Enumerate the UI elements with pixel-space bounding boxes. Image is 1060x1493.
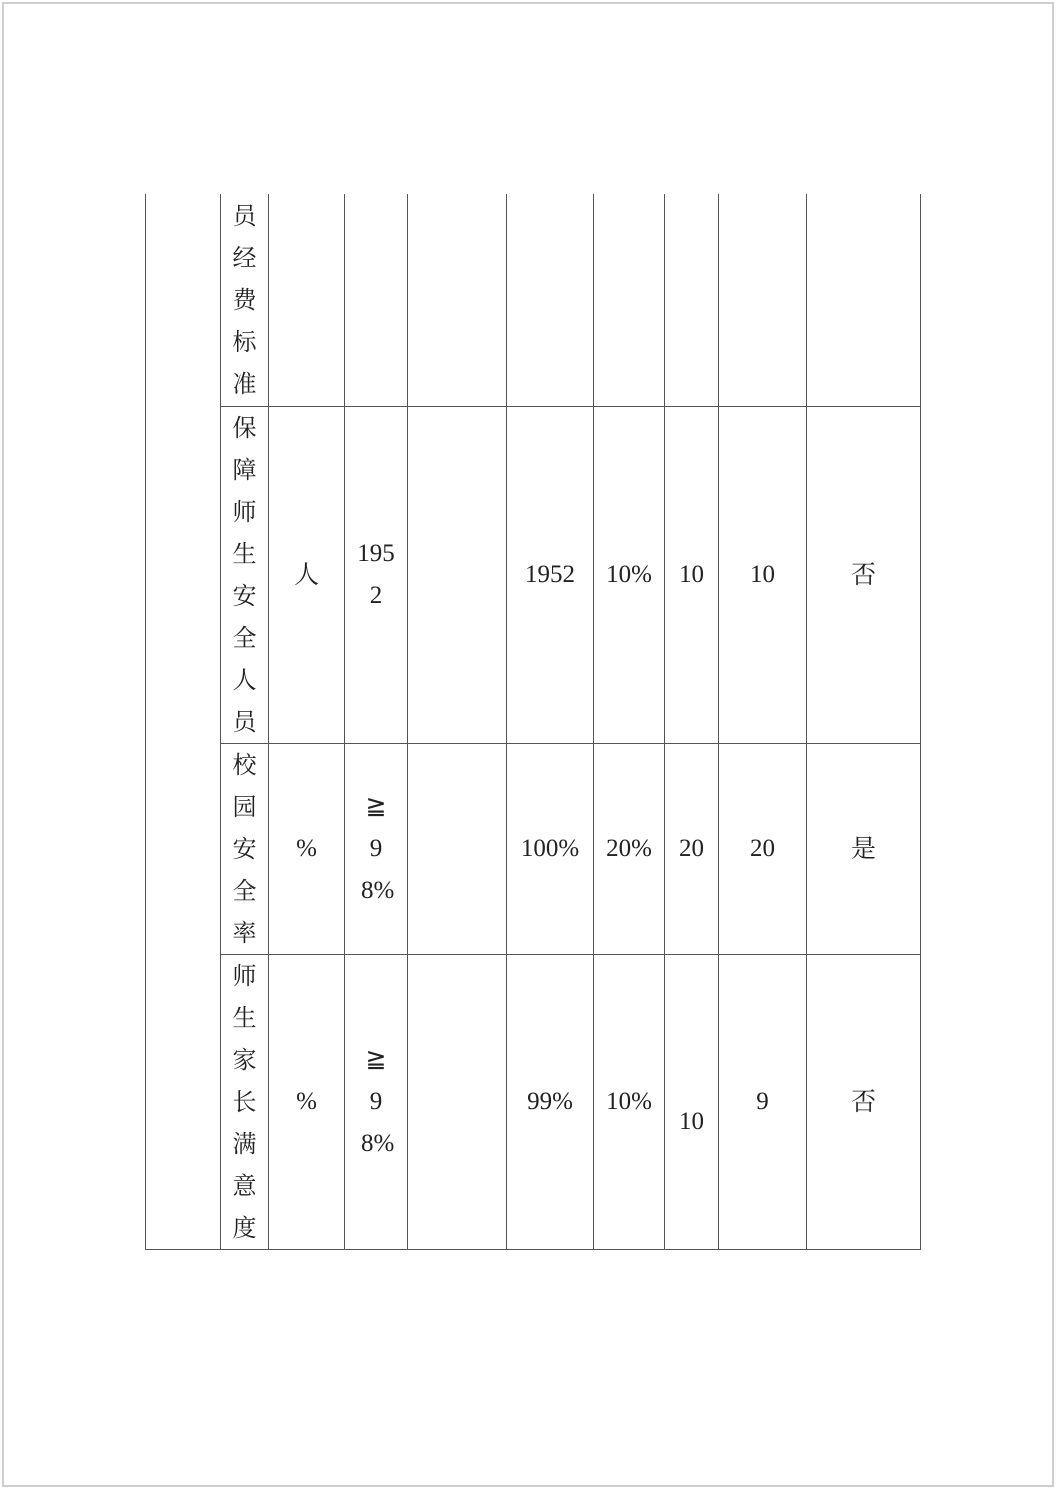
target-cell bbox=[345, 406, 408, 743]
table-row bbox=[146, 406, 921, 743]
unit-cell bbox=[269, 194, 345, 406]
score-cell: 9 bbox=[719, 954, 807, 1249]
indicator-cell bbox=[221, 743, 269, 954]
actual-cell: 99% bbox=[507, 954, 594, 1249]
target-cell bbox=[345, 743, 408, 954]
blank-cell bbox=[408, 954, 507, 1249]
merged-category-cell bbox=[146, 194, 221, 1249]
page bbox=[2, 2, 1054, 1487]
blank-cell bbox=[408, 743, 507, 954]
blank-cell bbox=[408, 194, 507, 406]
indicator-cell bbox=[221, 194, 269, 406]
indicator-text: 校园安全率 bbox=[232, 750, 257, 947]
target-text: ≧98% bbox=[361, 792, 395, 904]
weight-cell bbox=[594, 194, 665, 406]
weight-cell: 20% bbox=[594, 743, 665, 954]
performance-table bbox=[145, 194, 921, 1250]
indicator-cell bbox=[221, 954, 269, 1249]
unit-cell: 人 bbox=[269, 406, 345, 743]
table-row bbox=[146, 743, 921, 954]
flag-cell bbox=[807, 194, 921, 406]
unit-cell: % bbox=[269, 743, 345, 954]
table-row bbox=[146, 194, 921, 406]
flag-cell: 否 bbox=[807, 406, 921, 743]
target-cell bbox=[345, 194, 408, 406]
indicator-text: 师生家长满意度 bbox=[232, 961, 257, 1242]
indicator-text: 保障师生安全人员 bbox=[232, 413, 257, 736]
actual-cell bbox=[507, 194, 594, 406]
weight-cell: 10% bbox=[594, 954, 665, 1249]
target-text: 1952 bbox=[357, 539, 395, 609]
full-score-cell: 20 bbox=[665, 743, 719, 954]
actual-cell: 1952 bbox=[507, 406, 594, 743]
full-score-cell: 10 bbox=[665, 406, 719, 743]
indicator-cell bbox=[221, 406, 269, 743]
actual-cell: 100% bbox=[507, 743, 594, 954]
score-cell: 10 bbox=[719, 406, 807, 743]
score-cell: 20 bbox=[719, 743, 807, 954]
flag-cell: 否 bbox=[807, 954, 921, 1249]
table-row bbox=[146, 954, 921, 1249]
indicator-text: 员经费标准 bbox=[232, 201, 257, 398]
score-cell bbox=[719, 194, 807, 406]
full-score-cell bbox=[665, 954, 719, 1249]
target-cell bbox=[345, 954, 408, 1249]
unit-cell: % bbox=[269, 954, 345, 1249]
weight-cell: 10% bbox=[594, 406, 665, 743]
flag-cell: 是 bbox=[807, 743, 921, 954]
full-score-cell bbox=[665, 194, 719, 406]
target-text: ≧98% bbox=[361, 1045, 395, 1157]
blank-cell bbox=[408, 406, 507, 743]
full-score-text: 10 bbox=[679, 1107, 704, 1135]
